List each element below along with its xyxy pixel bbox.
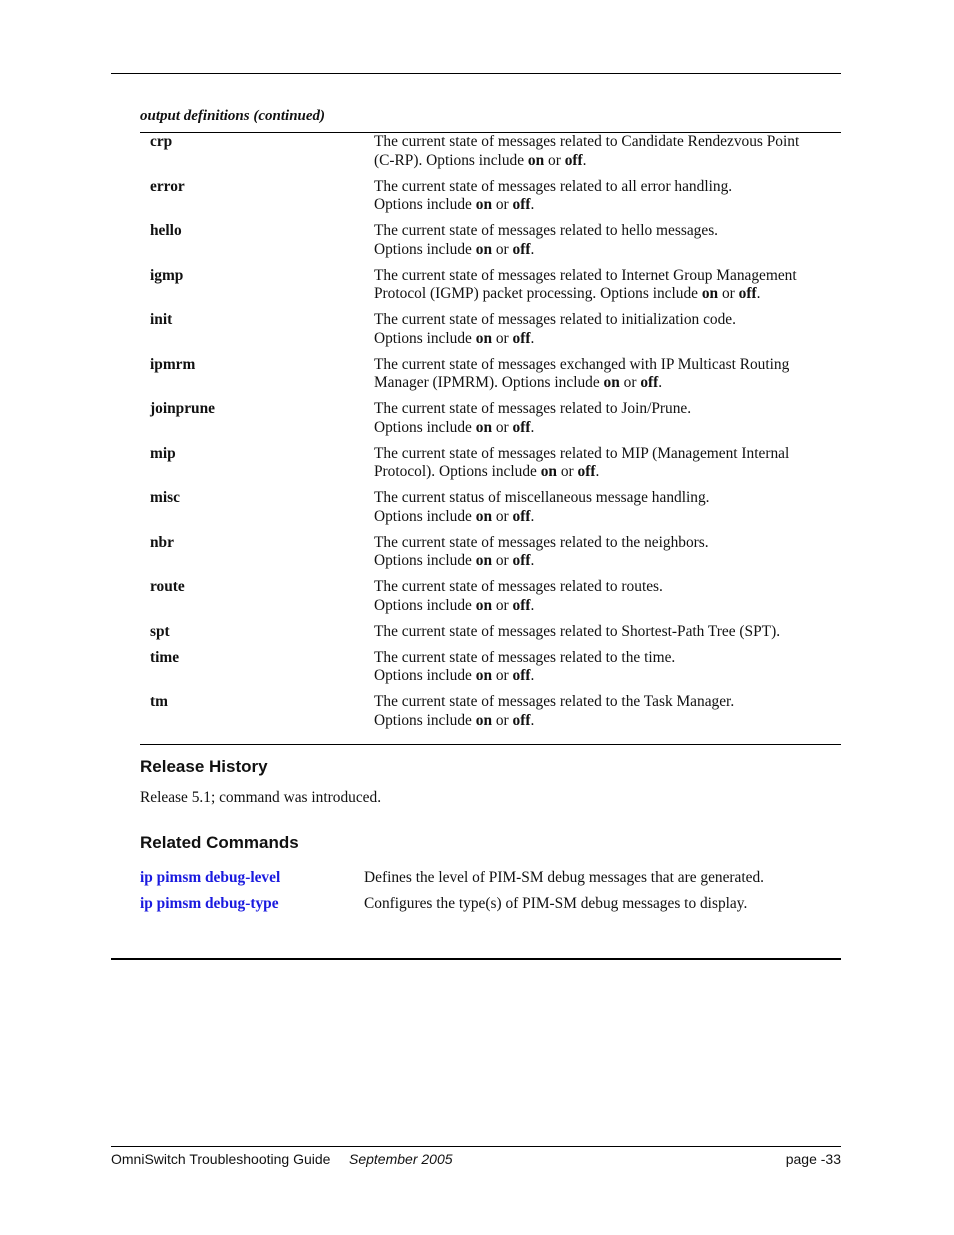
definition-text: The current status of miscellaneous message handling. [374,489,710,506]
definition-text: The current state of messages related to the neighbors. [374,533,709,551]
definition-text: or [492,418,513,436]
release-history-text: Release 5.1; command was introduced. [140,789,382,806]
definition-text: The current state of messages related to hello messages. [374,222,719,239]
definition-text: or [492,196,513,213]
definition-text: The current state of messages related to routes. [374,578,663,595]
option-value: on [475,240,493,258]
table-row [140,578,841,623]
field-definition [374,489,841,534]
field-name: igmp [150,266,184,284]
table-row [140,489,841,534]
option-value: off [640,374,659,391]
definition-text: The current state of messages exchanged with IP Multicast Routing [374,355,790,373]
field-definition [374,356,841,401]
field-name: tm [150,693,168,710]
field-definition [374,578,841,623]
field-definition [374,222,841,267]
field-name: error [150,177,185,195]
field-name: ipmrm [150,355,196,373]
option-value: on [475,596,493,614]
field-definition [374,311,841,356]
option-value: off [512,667,531,684]
definition-text: The current state of messages related to the Task Manager. [374,693,735,710]
field-name: misc [150,489,180,506]
option-value: off [512,240,531,258]
field-name: init [150,311,173,328]
definition-text: . [582,151,587,169]
related-command-description: Configures the type(s) of PIM-SM debug messages to display. [364,895,748,912]
definition-text: . [530,552,535,569]
definition-text: The current state of messages related to Internet Group Management [374,266,797,284]
definition-text: . [530,596,535,614]
table-row [140,445,841,490]
table-row [140,267,841,312]
definition-text: . [530,507,535,525]
definition-text: Protocol (IGMP) packet processing. Options include [374,285,702,302]
table-row [140,649,841,694]
definition-text: Manager (IPMRM). Options include [374,374,604,391]
option-value: off [512,418,531,436]
definition-text: . [756,285,761,302]
definition-text: Options include [374,240,476,258]
definition-text: Options include [374,329,476,347]
option-value: on [475,507,493,525]
option-value: off [512,596,531,614]
footer-rule [111,1146,841,1147]
table-row [140,693,841,738]
related-command-row [140,869,764,887]
option-value: on [540,463,557,480]
table-row [140,356,841,401]
definition-text: or [718,285,739,302]
field-definition [374,534,841,579]
option-value: on [475,196,493,213]
table-row [140,400,841,445]
definition-text: . [530,711,535,729]
table-row [140,178,841,223]
field-definition [374,445,841,490]
definition-text: . [530,418,535,436]
field-definition [374,623,841,649]
field-name: route [150,578,185,595]
release-history-heading: Release History [140,757,268,776]
option-value: on [475,552,493,569]
definition-text: . [530,667,535,684]
definition-text: or [492,552,513,569]
definition-text: . [530,240,535,258]
section-end-rule [111,958,841,960]
definition-text: The current state of messages related to all error handling. [374,177,733,195]
field-name: spt [150,622,170,640]
field-name: nbr [150,533,174,551]
table-row [140,623,841,649]
footer-date: September 2005 [349,1151,453,1167]
output-definitions-table [140,132,841,745]
definition-text: or [544,151,565,169]
table-row [140,534,841,579]
option-value: on [603,374,620,391]
definition-text: Options include [374,196,476,213]
definition-text: or [492,596,513,614]
related-commands-heading: Related Commands [140,833,299,852]
field-name: crp [150,133,173,150]
field-name: time [150,648,180,666]
related-command-row [140,895,747,913]
field-definition [374,693,841,738]
related-command-link[interactable]: ip pimsm debug-type [140,895,279,912]
definition-text: or [492,711,513,729]
option-value: off [564,151,583,169]
option-value: off [512,507,531,525]
field-definition [374,133,841,178]
option-value: on [475,667,493,684]
table-row [140,133,841,178]
field-definition [374,400,841,445]
option-value: on [475,711,493,729]
definition-text: Options include [374,667,476,684]
definition-text: Options include [374,711,476,729]
definition-text: or [492,507,513,525]
option-value: on [475,418,493,436]
definition-text: The current state of messages related to the time. [374,648,676,666]
definition-text: Options include [374,507,476,525]
definition-text: . [595,463,600,480]
definition-text: or [619,374,641,391]
definition-text: Options include [374,418,476,436]
footer-guide-title: OmniSwitch Troubleshooting Guide [111,1151,331,1167]
option-value: off [512,552,531,569]
definition-text: Options include [374,552,476,569]
definition-text: The current state of messages related to Candidate Rendezvous Point [374,133,800,150]
option-value: off [512,711,531,729]
definition-text: . [530,329,535,347]
field-name: joinprune [150,400,215,417]
footer-page-number: page -33 [785,1151,841,1167]
definition-text: (C-RP). Options include [374,151,528,169]
definition-text: or [492,240,513,258]
definition-text: Options include [374,596,476,614]
option-value: on [701,285,719,302]
definition-text: The current state of messages related to Join/Prune. [374,400,692,417]
definition-text: The current state of messages related to Shortest-Path Tree (SPT). [374,622,781,640]
table-row [140,311,841,356]
option-value: off [577,463,596,480]
definition-text: . [658,374,663,391]
definition-text: The current state of messages related to initialization code. [374,311,736,328]
option-value: on [475,329,493,347]
option-value: on [527,151,545,169]
field-definition [374,267,841,312]
definition-text: Protocol). Options include [374,463,541,480]
field-definition [374,178,841,223]
header-rule [111,73,841,74]
option-value: off [738,285,757,302]
field-name: hello [150,222,182,239]
definition-text: or [492,667,513,684]
definition-text: . [530,196,535,213]
related-command-link[interactable]: ip pimsm debug-level [140,869,281,886]
field-name: mip [150,444,176,462]
table-row [140,222,841,267]
option-value: off [512,196,531,213]
definition-text: or [556,463,578,480]
field-definition [374,649,841,694]
option-value: off [512,329,531,347]
definition-text: or [492,329,513,347]
definition-text: The current state of messages related to MIP (Management Internal [374,444,790,462]
table-caption: output definitions (continued) [140,108,326,124]
related-command-description: Defines the level of PIM-SM debug messages that are generated. [364,869,765,886]
